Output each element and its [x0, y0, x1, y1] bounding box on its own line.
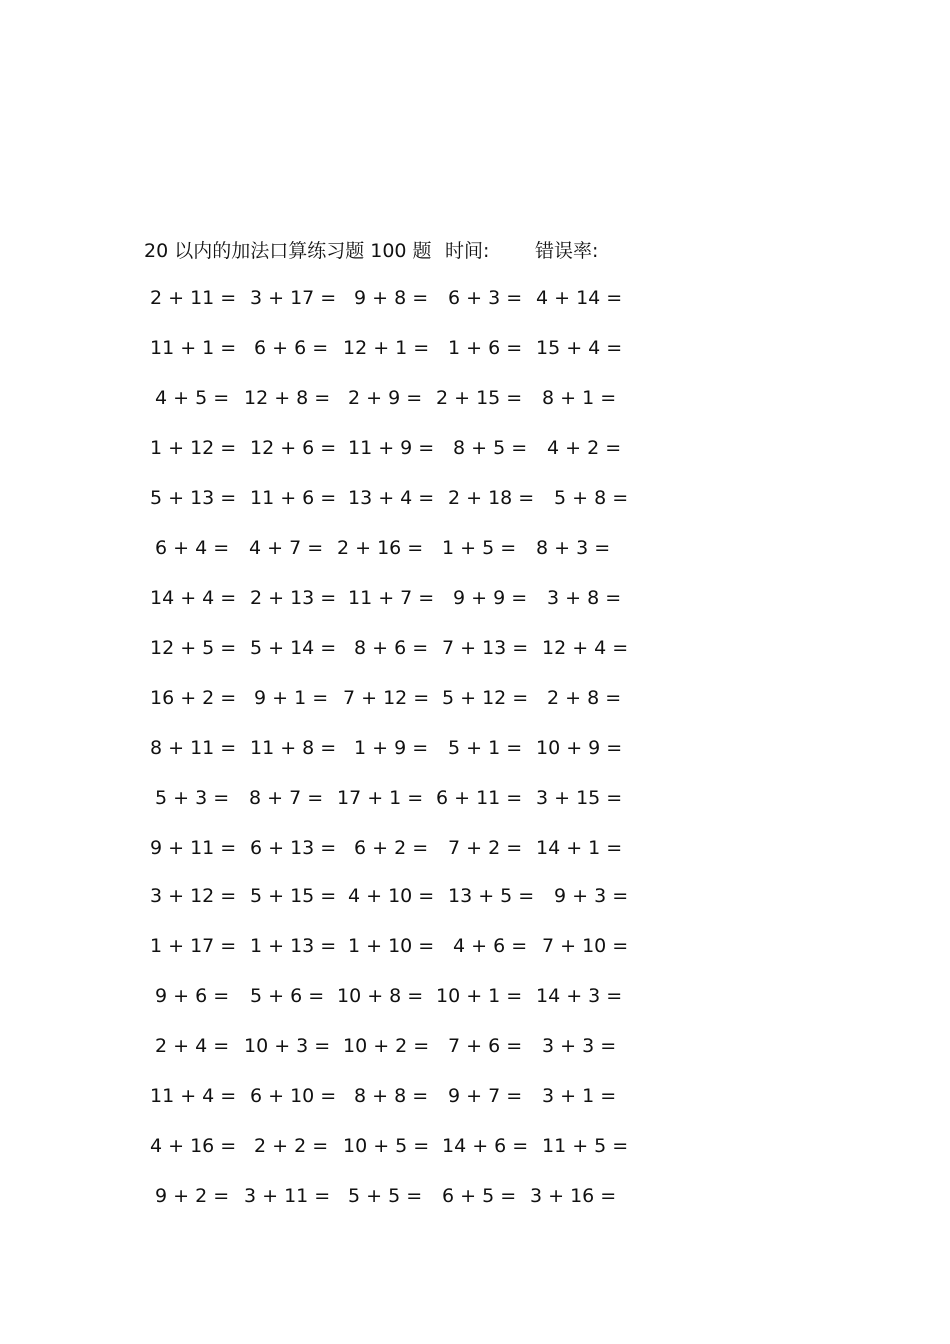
- arithmetic-problem: 12 + 1 =: [343, 337, 430, 359]
- arithmetic-problem: 9 + 8 =: [354, 287, 429, 309]
- arithmetic-problem: 4 + 2 =: [547, 437, 622, 459]
- arithmetic-problem: 1 + 5 =: [442, 537, 517, 559]
- arithmetic-problem: 5 + 15 =: [250, 885, 337, 907]
- arithmetic-problem: 6 + 3 =: [448, 287, 523, 309]
- arithmetic-problem: 12 + 5 =: [150, 637, 237, 659]
- arithmetic-problem: 12 + 4 =: [542, 637, 629, 659]
- arithmetic-problem: 6 + 10 =: [250, 1085, 337, 1107]
- arithmetic-problem: 9 + 2 =: [155, 1185, 230, 1207]
- arithmetic-problem: 9 + 6 =: [155, 985, 230, 1007]
- arithmetic-problem: 16 + 2 =: [150, 687, 237, 709]
- arithmetic-problem: 7 + 12 =: [343, 687, 430, 709]
- arithmetic-problem: 9 + 3 =: [554, 885, 629, 907]
- arithmetic-problem: 11 + 1 =: [150, 337, 237, 359]
- arithmetic-problem: 1 + 10 =: [348, 935, 435, 957]
- arithmetic-problem: 7 + 13 =: [442, 637, 529, 659]
- arithmetic-problem: 4 + 16 =: [150, 1135, 237, 1157]
- arithmetic-problem: 1 + 17 =: [150, 935, 237, 957]
- arithmetic-problem: 12 + 6 =: [250, 437, 337, 459]
- arithmetic-problem: 3 + 15 =: [536, 787, 623, 809]
- arithmetic-problem: 4 + 5 =: [155, 387, 230, 409]
- arithmetic-problem: 9 + 11 =: [150, 837, 237, 859]
- time-label: 时间:: [445, 240, 490, 262]
- arithmetic-problem: 8 + 11 =: [150, 737, 237, 759]
- arithmetic-problem: 3 + 17 =: [250, 287, 337, 309]
- arithmetic-problem: 15 + 4 =: [536, 337, 623, 359]
- arithmetic-problem: 9 + 9 =: [453, 587, 528, 609]
- arithmetic-problem: 10 + 9 =: [536, 737, 623, 759]
- arithmetic-problem: 14 + 3 =: [536, 985, 623, 1007]
- arithmetic-problem: 4 + 6 =: [453, 935, 528, 957]
- arithmetic-problem: 11 + 4 =: [150, 1085, 237, 1107]
- arithmetic-problem: 4 + 7 =: [249, 537, 324, 559]
- arithmetic-problem: 1 + 9 =: [354, 737, 429, 759]
- arithmetic-problem: 8 + 5 =: [453, 437, 528, 459]
- arithmetic-problem: 17 + 1 =: [337, 787, 424, 809]
- arithmetic-problem: 2 + 18 =: [448, 487, 535, 509]
- arithmetic-problem: 8 + 6 =: [354, 637, 429, 659]
- arithmetic-problem: 2 + 8 =: [547, 687, 622, 709]
- arithmetic-problem: 2 + 13 =: [250, 587, 337, 609]
- arithmetic-problem: 11 + 5 =: [542, 1135, 629, 1157]
- arithmetic-problem: 2 + 4 =: [155, 1035, 230, 1057]
- arithmetic-problem: 2 + 2 =: [254, 1135, 329, 1157]
- arithmetic-problem: 6 + 6 =: [254, 337, 329, 359]
- arithmetic-problem: 7 + 2 =: [448, 837, 523, 859]
- arithmetic-problem: 2 + 9 =: [348, 387, 423, 409]
- arithmetic-problem: 3 + 3 =: [542, 1035, 617, 1057]
- arithmetic-problem: 3 + 16 =: [530, 1185, 617, 1207]
- arithmetic-problem: 5 + 8 =: [554, 487, 629, 509]
- arithmetic-problem: 6 + 5 =: [442, 1185, 517, 1207]
- arithmetic-problem: 9 + 1 =: [254, 687, 329, 709]
- arithmetic-problem: 12 + 8 =: [244, 387, 331, 409]
- arithmetic-problem: 11 + 7 =: [348, 587, 435, 609]
- arithmetic-problem: 1 + 6 =: [448, 337, 523, 359]
- arithmetic-problem: 7 + 10 =: [542, 935, 629, 957]
- arithmetic-problem: 2 + 16 =: [337, 537, 424, 559]
- arithmetic-problem: 10 + 8 =: [337, 985, 424, 1007]
- arithmetic-problem: 5 + 12 =: [442, 687, 529, 709]
- arithmetic-problem: 2 + 11 =: [150, 287, 237, 309]
- arithmetic-problem: 2 + 15 =: [436, 387, 523, 409]
- arithmetic-problem: 10 + 3 =: [244, 1035, 331, 1057]
- arithmetic-problem: 9 + 7 =: [448, 1085, 523, 1107]
- arithmetic-problem: 3 + 1 =: [542, 1085, 617, 1107]
- arithmetic-problem: 1 + 13 =: [250, 935, 337, 957]
- arithmetic-problem: 14 + 4 =: [150, 587, 237, 609]
- arithmetic-problem: 10 + 1 =: [436, 985, 523, 1007]
- arithmetic-problem: 3 + 8 =: [547, 587, 622, 609]
- arithmetic-problem: 10 + 5 =: [343, 1135, 430, 1157]
- arithmetic-problem: 6 + 13 =: [250, 837, 337, 859]
- arithmetic-problem: 14 + 6 =: [442, 1135, 529, 1157]
- arithmetic-problem: 5 + 5 =: [348, 1185, 423, 1207]
- arithmetic-problem: 5 + 6 =: [250, 985, 325, 1007]
- arithmetic-problem: 8 + 3 =: [536, 537, 611, 559]
- arithmetic-problem: 1 + 12 =: [150, 437, 237, 459]
- arithmetic-problem: 5 + 14 =: [250, 637, 337, 659]
- arithmetic-problem: 5 + 13 =: [150, 487, 237, 509]
- arithmetic-problem: 3 + 11 =: [244, 1185, 331, 1207]
- arithmetic-problem: 6 + 11 =: [436, 787, 523, 809]
- arithmetic-problem: 5 + 3 =: [155, 787, 230, 809]
- arithmetic-problem: 8 + 8 =: [354, 1085, 429, 1107]
- arithmetic-problem: 13 + 4 =: [348, 487, 435, 509]
- arithmetic-problem: 6 + 2 =: [354, 837, 429, 859]
- arithmetic-problem: 10 + 2 =: [343, 1035, 430, 1057]
- arithmetic-problem: 5 + 1 =: [448, 737, 523, 759]
- arithmetic-problem: 6 + 4 =: [155, 537, 230, 559]
- error-rate-label: 错误率:: [535, 240, 599, 262]
- arithmetic-problem: 8 + 7 =: [249, 787, 324, 809]
- arithmetic-problem: 11 + 6 =: [250, 487, 337, 509]
- arithmetic-problem: 14 + 1 =: [536, 837, 623, 859]
- arithmetic-problem: 11 + 9 =: [348, 437, 435, 459]
- arithmetic-problem: 11 + 8 =: [250, 737, 337, 759]
- arithmetic-problem: 7 + 6 =: [448, 1035, 523, 1057]
- arithmetic-problem: 4 + 10 =: [348, 885, 435, 907]
- worksheet-title: 20 以内的加法口算练习题 100 题: [144, 240, 432, 262]
- arithmetic-problem: 13 + 5 =: [448, 885, 535, 907]
- arithmetic-problem: 3 + 12 =: [150, 885, 237, 907]
- arithmetic-problem: 8 + 1 =: [542, 387, 617, 409]
- arithmetic-problem: 4 + 14 =: [536, 287, 623, 309]
